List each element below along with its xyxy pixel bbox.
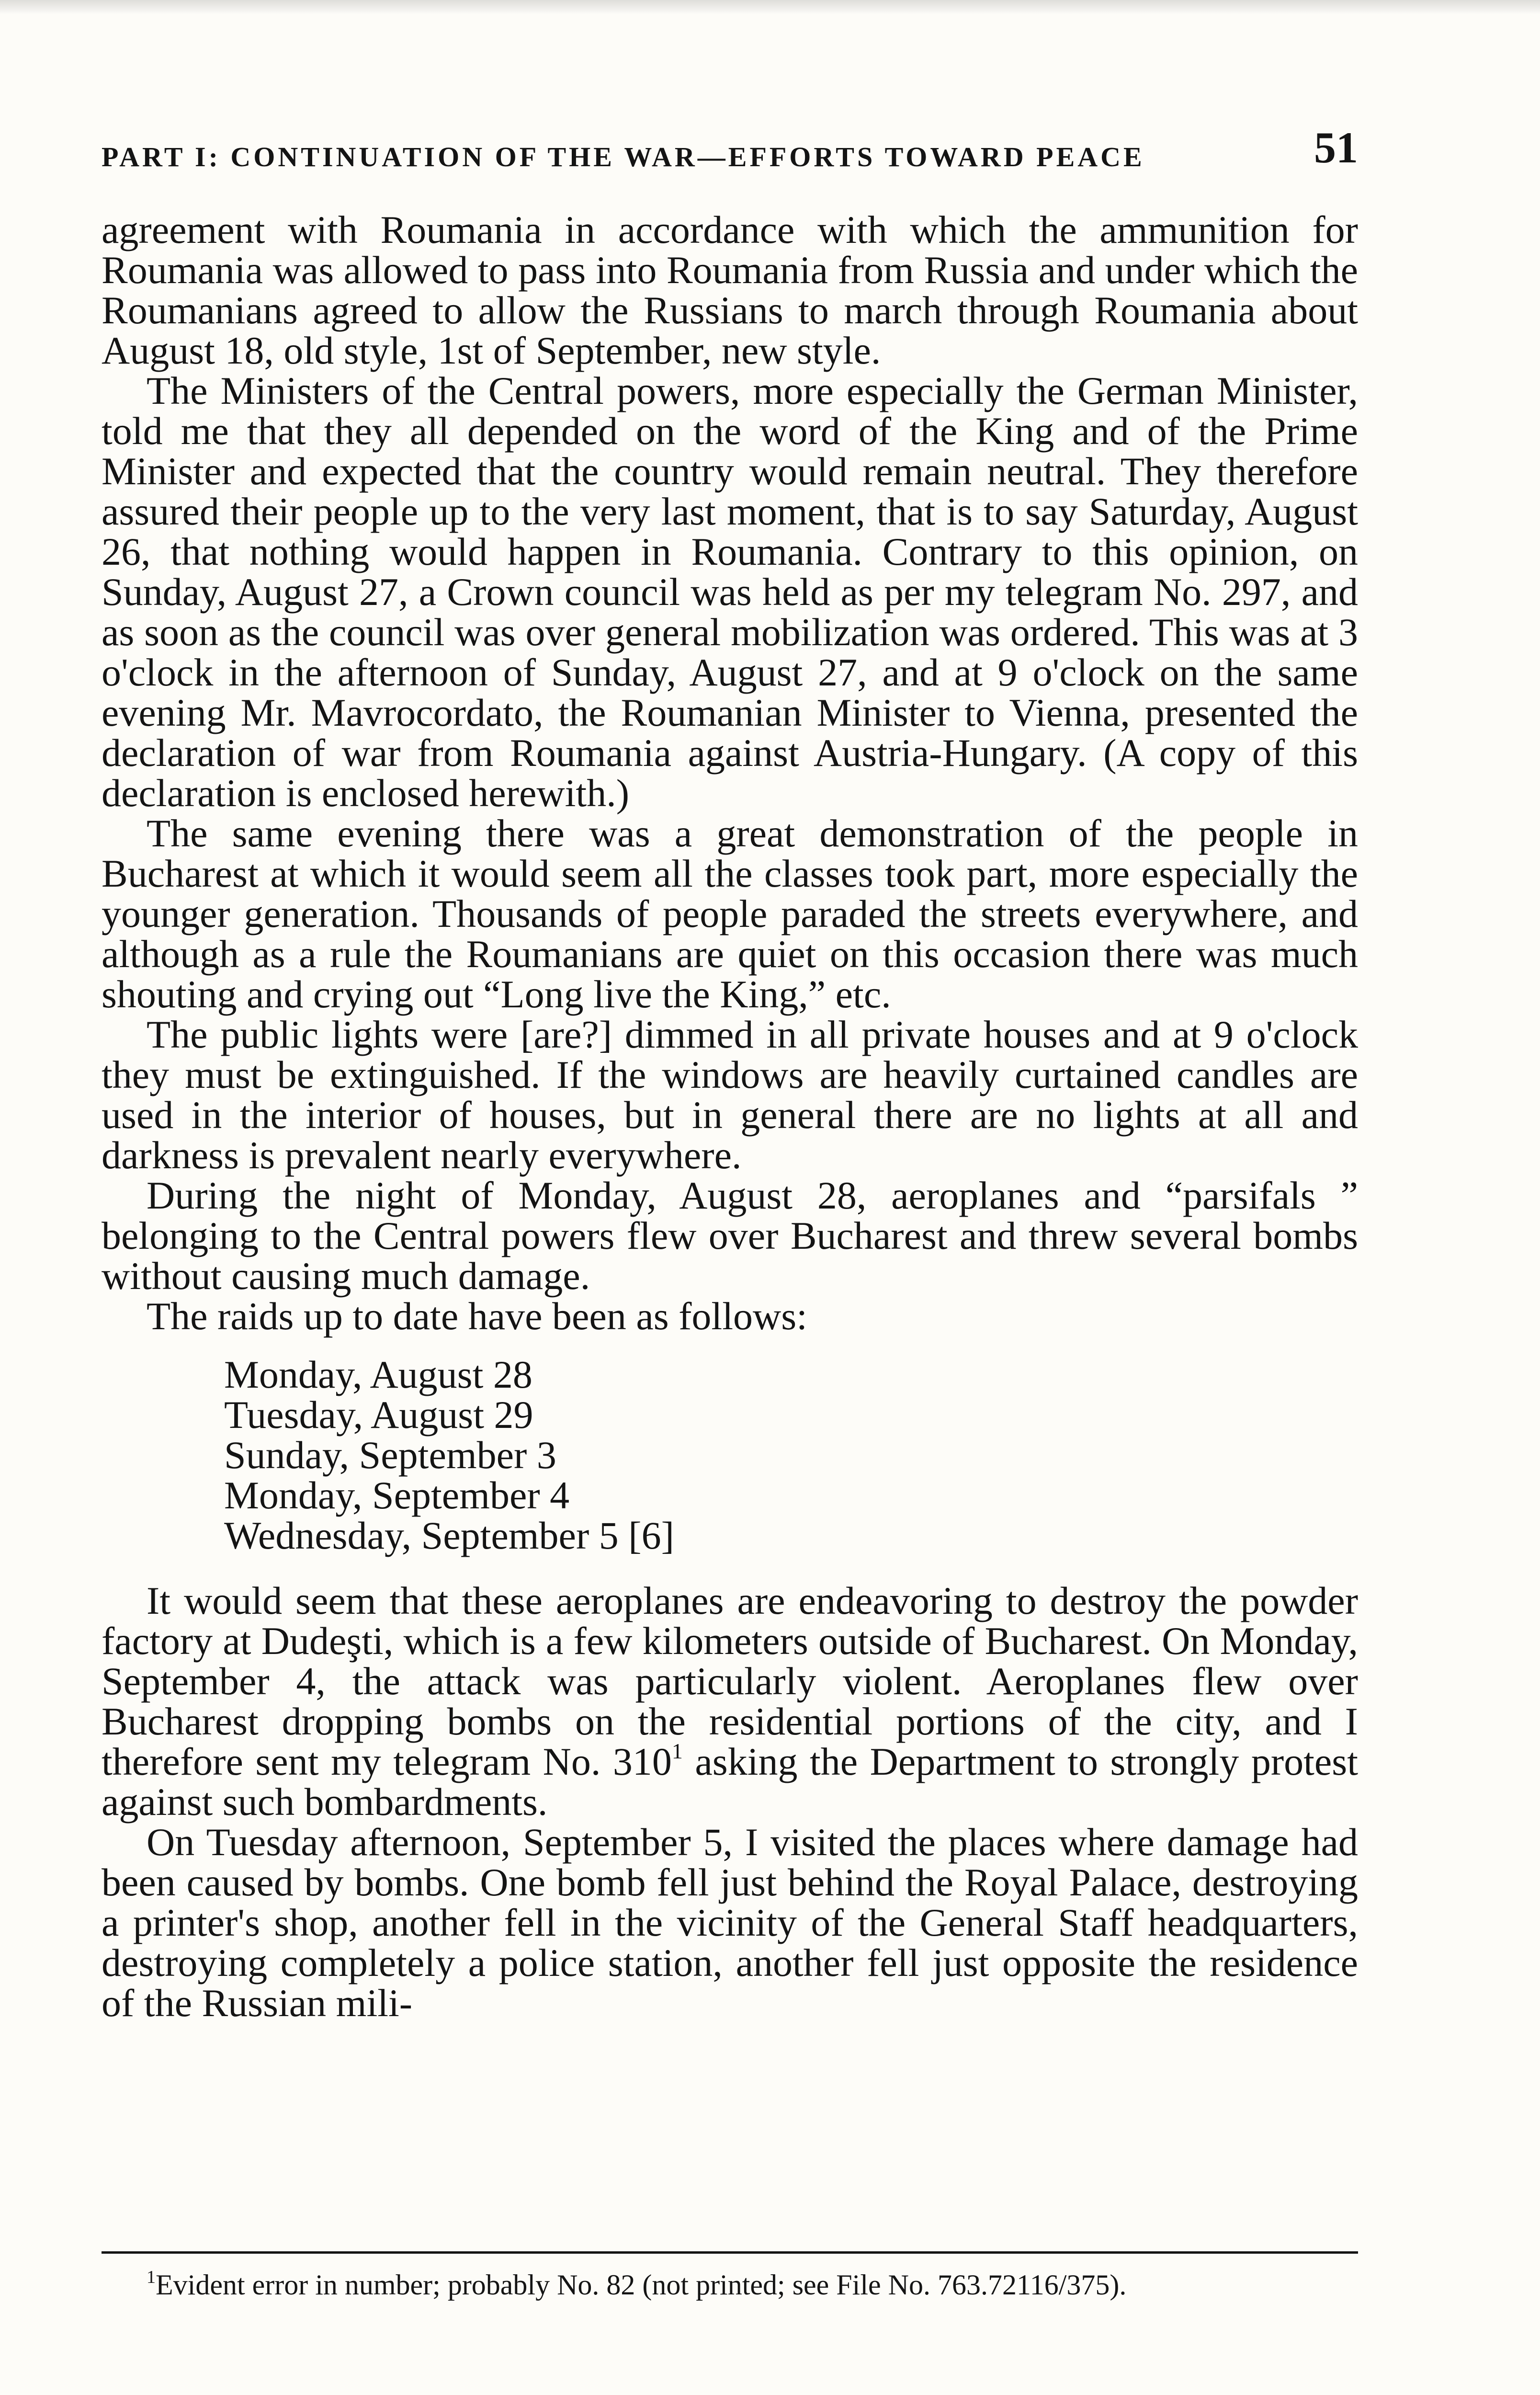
paragraph-demonstration: The same evening there was a great demonstration of the people in Bucharest at which it would seem all the classes took part, more especially the younger generation. Thousands of people paraded the streets everywhere, and although as a rule the Roumanians are quiet on this occasion there was much shouting and crying out “Long live the King,” etc. — [102, 811, 1358, 1016]
page-header — [102, 125, 1358, 183]
paragraph-text: It would seem that these aeroplanes are endeavoring to destroy the powder factory at Dudeşti, which is a few kilometers outside of Bucharest. On Monday, September 4, the attack was particularly violent. Aeroplanes flew over Bucharest dropping bombs on the residential portions of the city, and I therefore sent my telegram No. 310 — [102, 1579, 1358, 1783]
paragraph-bomb-damage: On Tuesday afternoon, September 5, I visited the places where damage had been caused by bombs. One bomb fell just behind the Royal Palace, destroying a printer's shop, another fell in the vicinity of the General Staff headquarters, destroying completely a police station, another fell just opposite the residence of the Russian mili- — [102, 1820, 1358, 2025]
body-text — [102, 210, 1358, 2023]
paragraph-public-lights: The public lights were [are?] dimmed in all private houses and at 9 o'clock they must be extinguished. If the windows are heavily curtained candles are used in the interior of houses, but in general there are no lights at all and darkness is prevalent nearly everywhere. — [102, 1013, 1358, 1177]
footnote-mark: 1 — [147, 2267, 156, 2287]
page-number: 51 — [1314, 123, 1358, 172]
paragraph-ministers: The Ministers of the Central powers, more especially the German Minister, told me that they all depended on the word of the King and of the Prime Minister and expected that the country would remain neutral. They therefore assured their people up to the very last moment, that is to say Saturday, August 26, that nothing would happen in Roumania. Contrary to this opinion, on Sunday, August 27, a Crown council was held as per my telegram No. 297, and as soon as the council was over general mobilization was ordered. This was at 3 o'clock in the afternoon of Sunday, August 27, and at 9 o'clock on the same evening Mr. Mavrocordato, the Roumanian Minister to Vienna, presented the declaration of war from Roumania against Austria-Hungary. (A copy of this declaration is enclosed herewith.) — [102, 369, 1358, 815]
scan-edge-shadow — [0, 0, 1540, 14]
paragraph-text: asking the Department to strongly protest against such bombardments. — [102, 1740, 1358, 1824]
paragraph-powder-factory — [102, 1581, 1358, 1822]
list-item: Monday, August 28 — [224, 1353, 532, 1396]
running-head: PART I: CONTINUATION OF THE WAR—EFFORTS TOWARD PEACE — [102, 141, 1145, 172]
paragraph-continuation: agreement with Roumania in accordance with which the ammunition for Roumania was allowed to pass into Roumania from Russia and under which the Roumanians agreed to allow the Russians to march through Roumania about August 18, old style, 1st of September, new style. — [102, 208, 1358, 372]
list-item: Sunday, September 3 — [224, 1433, 556, 1477]
list-item: Tuesday, August 29 — [224, 1393, 533, 1437]
paragraph-night-raid: During the night of Monday, August 28, aeroplanes and “parsifals ” belonging to the Central powers flew over Bucharest and threw several bombs without causing much damage. — [102, 1174, 1358, 1298]
paragraph-raids-intro: The raids up to date have been as follows: — [147, 1294, 807, 1338]
raid-dates-list — [224, 1355, 1358, 1556]
footnote-divider — [102, 2251, 1358, 2254]
footnote — [102, 2267, 1358, 2301]
list-item: Wednesday, September 5 [6] — [224, 1514, 674, 1557]
footnote-text: Evident error in number; probably No. 82 (not printed; see File No. 763.72116/375). — [156, 2269, 1127, 2301]
footnote-reference: 1 — [671, 1739, 683, 1763]
list-item: Monday, September 4 — [224, 1473, 570, 1517]
